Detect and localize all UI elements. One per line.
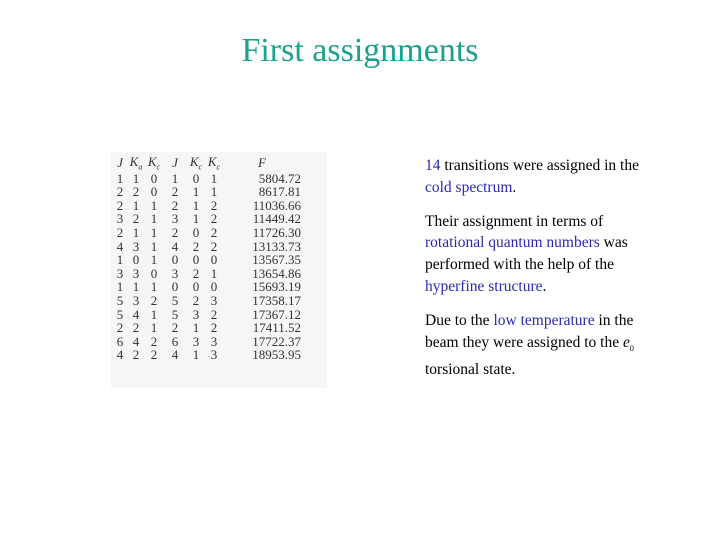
table-row: [113, 308, 307, 322]
table-cell: 1: [150, 279, 158, 295]
table-row: [113, 321, 307, 335]
table-cell: 2: [116, 197, 124, 213]
table-cell: 11036.66: [252, 197, 301, 213]
table-cell: 1: [132, 170, 140, 186]
table-cell: 1: [132, 197, 140, 213]
table-cell: 2: [132, 211, 140, 227]
table-cell: 2: [171, 224, 179, 240]
header-ka: $K_a$: [129, 154, 143, 172]
table-row: [113, 199, 307, 213]
table-cell: 1: [192, 347, 200, 363]
table-cell: 2: [171, 320, 179, 336]
header-kc: $K_c$: [147, 154, 161, 172]
header-kc3: $K_c$: [207, 154, 221, 172]
table-cell: 1: [150, 320, 158, 336]
table-cell: 3: [171, 211, 179, 227]
table-cell: 0: [150, 265, 158, 281]
header-kc2: $K_c$: [189, 154, 203, 172]
table-cell: 4: [132, 306, 140, 322]
table-cell: 6: [116, 333, 124, 349]
table-cell: 2: [116, 184, 124, 200]
table-row: [113, 226, 307, 240]
table-cell: 2: [150, 333, 158, 349]
table-cell: 11449.42: [252, 211, 301, 227]
table-cell: 3: [210, 347, 218, 363]
table-row: [113, 172, 307, 186]
table-row: [113, 240, 307, 254]
assignment-table: [113, 154, 307, 362]
table-cell: 4: [116, 347, 124, 363]
table-cell: 1: [171, 170, 179, 186]
table-cell: 3: [210, 292, 218, 308]
table-cell: 5: [116, 306, 124, 322]
table-cell: 4: [171, 347, 179, 363]
table-cell: 3: [132, 265, 140, 281]
table-cell: 5: [171, 306, 179, 322]
table-cell: 2: [171, 184, 179, 200]
table-cell: 3: [132, 292, 140, 308]
table-cell: 2: [210, 211, 218, 227]
table-cell: 13567.35: [252, 252, 301, 268]
table-cell: 1: [116, 170, 124, 186]
table-cell: 3: [192, 333, 200, 349]
table-cell: 17367.12: [252, 306, 301, 322]
table-cell: 1: [192, 211, 200, 227]
paragraph-transitions: 14 transitions were assigned in the cold spectrum.: [425, 157, 639, 196]
assignment-table-image: [111, 152, 327, 388]
table-cell: 15693.19: [252, 279, 301, 295]
table-cell: 1: [150, 197, 158, 213]
table-row: [113, 267, 307, 281]
table-cell: 1: [150, 238, 158, 254]
table-cell: 3: [116, 265, 124, 281]
explanation-text: [425, 155, 655, 393]
table-cell: 2: [210, 238, 218, 254]
table-cell: 2: [116, 224, 124, 240]
paragraph-assignment: Their assignment in terms of rotational quantum numbers was performed with the help of the hyperfine structure.: [425, 212, 628, 295]
table-cell: 4: [132, 333, 140, 349]
table-cell: 1: [116, 279, 124, 295]
table-cell: 11726.30: [252, 224, 301, 240]
table-cell: 3: [192, 306, 200, 322]
table-cell: 1: [132, 224, 140, 240]
header-j: J: [117, 154, 123, 170]
table-cell: 0: [210, 252, 218, 268]
table-cell: 1: [150, 252, 158, 268]
table-cell: 2: [116, 320, 124, 336]
table-cell: 1: [192, 320, 200, 336]
table-cell: 17411.52: [252, 320, 301, 336]
table-cell: 18953.95: [252, 347, 301, 363]
table-cell: 0: [192, 170, 200, 186]
table-cell: 3: [171, 265, 179, 281]
table-cell: 17722.37: [252, 333, 301, 349]
table-cell: 0: [171, 252, 179, 268]
table-cell: 1: [192, 184, 200, 200]
table-cell: 2: [132, 320, 140, 336]
table-cell: 1: [210, 265, 218, 281]
table-cell: 2: [192, 292, 200, 308]
table-cell: 0: [192, 279, 200, 295]
table-cell: 13654.86: [252, 265, 301, 281]
table-row: [113, 280, 307, 294]
table-row: [113, 335, 307, 349]
table-cell: 0: [132, 252, 140, 268]
table-cell: 0: [210, 279, 218, 295]
table-cell: 0: [171, 279, 179, 295]
table-cell: 5804.72: [258, 170, 301, 186]
table-cell: 1: [116, 252, 124, 268]
table-cell: 2: [132, 347, 140, 363]
table-cell: 1: [150, 306, 158, 322]
table-cell: 1: [150, 224, 158, 240]
table-cell: 0: [192, 224, 200, 240]
table-cell: 13133.73: [252, 238, 301, 254]
table-cell: 2: [210, 306, 218, 322]
table-cell: 2: [210, 197, 218, 213]
table-cell: 2: [150, 292, 158, 308]
table-cell: 1: [192, 197, 200, 213]
table-cell: 0: [150, 170, 158, 186]
table-cell: 2: [192, 238, 200, 254]
table-cell: 6: [171, 333, 179, 349]
table-cell: 2: [210, 224, 218, 240]
table-cell: 2: [150, 347, 158, 363]
table-cell: 0: [192, 252, 200, 268]
table-cell: 3: [116, 211, 124, 227]
table-row: [113, 294, 307, 308]
table-cell: 5: [171, 292, 179, 308]
table-cell: 1: [132, 279, 140, 295]
paragraph-temperature: Due to the low temperature in the beam they were assigned to the $e_0$ torsional state.: [425, 311, 634, 379]
table-cell: 17358.17: [252, 292, 301, 308]
table-row: [113, 212, 307, 226]
table-cell: 2: [192, 265, 200, 281]
table-cell: 2: [171, 197, 179, 213]
page-title: First assignments: [241, 32, 479, 69]
table-header-row: [113, 154, 307, 172]
table-cell: 3: [132, 238, 140, 254]
table-cell: 1: [210, 184, 218, 200]
table-row: [113, 348, 307, 362]
table-row: [113, 185, 307, 199]
header-j2: J: [172, 154, 178, 170]
table-cell: 4: [171, 238, 179, 254]
table-cell: 4: [116, 238, 124, 254]
table-cell: 2: [132, 184, 140, 200]
table-row: [113, 253, 307, 267]
table-cell: 0: [150, 184, 158, 200]
table-cell: 2: [210, 320, 218, 336]
table-cell: 8617.81: [258, 184, 301, 200]
table-cell: 1: [210, 170, 218, 186]
table-cell: 3: [210, 333, 218, 349]
table-cell: 5: [116, 292, 124, 308]
header-f: F: [258, 154, 266, 170]
table-cell: 1: [150, 211, 158, 227]
